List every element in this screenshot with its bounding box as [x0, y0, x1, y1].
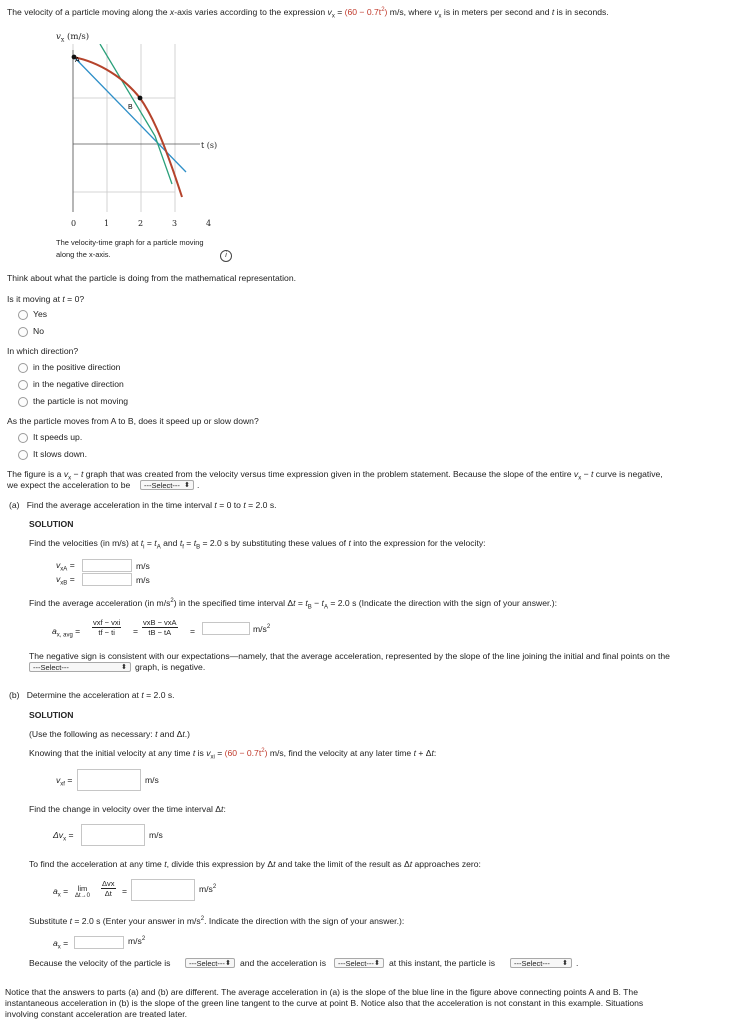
problem-statement: The velocity of a particle moving along the x-axis varies according to the expression $v_x = (60 - 0.7t^2)$ m/s, where $v_x$ is in meters per second and t is in seconds.	[7, 7, 609, 20]
fraction-derivative: Δvx Δt	[102, 879, 115, 898]
notice-line: instantaneous acceleration in (b) is the slope of the green line tangent to the curve at point B. Notice also that the acceleration is not constant in this example. Situations	[5, 998, 644, 1008]
change-in-velocity-instruction: Find the change in velocity over the time interval Δt:	[29, 804, 226, 814]
average-slope-chord-line	[74, 57, 186, 172]
tick-label: 3	[172, 219, 178, 228]
radio-option-negative[interactable]: in the negative direction	[18, 379, 124, 390]
acceleration-at-t-label: $a_x$ =	[53, 938, 69, 951]
tick-label: 1	[104, 219, 110, 228]
think-prompt: Think about what the particle is doing from the mathematical representation.	[7, 273, 296, 283]
radio-option-not-moving[interactable]: the particle is not moving	[18, 396, 128, 407]
equals-sign: =	[190, 626, 196, 636]
figure-caption-line: along the x-axis.	[56, 250, 111, 259]
figure-caption-line: The velocity-time graph for a particle moving	[56, 238, 204, 247]
acceleration-sign-select[interactable]: ---Select--- ⬍	[140, 480, 194, 490]
acceleration-at-t-input[interactable]	[74, 936, 124, 949]
select-arrow-icon: ⬍	[562, 960, 568, 967]
unit-label: m/s	[145, 775, 159, 785]
tangent-line-at-b	[100, 44, 172, 184]
unit-label: $m/s^2$	[199, 884, 217, 894]
radio-option-positive[interactable]: in the positive direction	[18, 362, 120, 373]
equals-sign: =	[133, 626, 139, 636]
point-a-label: A	[75, 57, 80, 64]
variables-hint: (Use the following as necessary: t and Δt.)	[29, 729, 190, 739]
notice-line: involving constant acceleration are treated later.	[5, 1009, 188, 1019]
average-acceleration-label: $a_{x, avg}$ =	[52, 626, 81, 639]
instant-acceleration-label: $a_x$ =	[53, 886, 69, 899]
vxb-label: $v_{xB}$ =	[56, 574, 75, 587]
select-arrow-icon: ⬍	[184, 482, 190, 489]
negative-sign-explanation: The negative sign is consistent with our expectations—namely, that the average acceleration, represented by the slope of the line joining the initial and final points on the	[29, 651, 670, 661]
radio-button[interactable]	[18, 380, 28, 390]
average-acceleration-input[interactable]	[202, 622, 250, 635]
select-arrow-icon: ⬍	[121, 664, 127, 671]
vxf-input[interactable]	[77, 769, 141, 791]
unit-label: m/s	[136, 575, 150, 585]
radio-option-speeds-up[interactable]: It speeds up.	[18, 432, 82, 443]
average-acceleration-instruction: Find the average acceleration (in $m/s^2$) in the specified time interval $\Delta t = t_B - t_A = 2.0$ s (Indicate the direction with the sign of your answer.):	[29, 598, 558, 611]
delta-vx-label: $\Delta v_x$ =	[53, 830, 74, 843]
question-speed: As the particle moves from A to B, does it speed up or slow down?	[7, 416, 259, 426]
initial-velocity-instruction: Knowing that the initial velocity at any time t is $v_{xi} = (60 - 0.7t^2)$ m/s, find the velocity at any later time t + Δt:	[29, 748, 437, 761]
fraction-specific: vxB − vxA tB − tA	[143, 618, 177, 637]
point-b-marker	[138, 96, 143, 101]
fraction-general: vxf − vxi tf − ti	[93, 618, 121, 637]
radio-button[interactable]	[18, 310, 28, 320]
figure-explanation-line2: we expect the acceleration to be	[7, 480, 131, 490]
velocity-curve	[73, 57, 182, 197]
limit-expression: lim Δt→0	[75, 884, 91, 899]
unit-label: m/s	[149, 830, 163, 840]
vxa-label: $v_{xA}$ =	[56, 560, 75, 573]
notice-line: Notice that the answers to parts (a) and (b) are different. The average acceleration in (a) is the slope of the blue line in the figure above connecting points A and B. The	[5, 987, 638, 997]
part-b-question: (b) Determine the acceleration at t = 2.0 s.	[9, 690, 175, 700]
graph-y-axis-label: $v_x$ (m/s)	[56, 32, 90, 44]
unit-label: m/s	[136, 561, 150, 571]
limit-instruction: To find the acceleration at any time t, divide this expression by Δt and take the limit of the result as Δt approaches zero:	[29, 859, 481, 869]
delta-vx-input[interactable]	[81, 824, 145, 846]
radio-option-slows-down[interactable]: It slows down.	[18, 449, 87, 460]
acceleration-sign-select-b[interactable]: ---Select--- ⬍	[334, 958, 384, 968]
tick-label: 0	[71, 219, 77, 228]
punctuation: .	[576, 958, 579, 968]
select-arrow-icon: ⬍	[225, 960, 231, 967]
question-moving: Is it moving at t = 0?	[7, 294, 85, 304]
part-a-question: (a) Find the average acceleration in the time interval t = 0 to t = 2.0 s.	[9, 500, 277, 510]
unit-label: $m/s^2$	[253, 624, 271, 634]
radio-option-no[interactable]: No	[18, 326, 44, 337]
because-text: Because the velocity of the particle is	[29, 958, 171, 968]
vxf-label: $v_{xf}$ =	[56, 775, 73, 788]
unit-label: $m/s^2$	[128, 936, 146, 946]
equals-sign: =	[122, 886, 128, 896]
vxa-input[interactable]	[82, 559, 132, 572]
tick-label: 2	[138, 219, 144, 228]
select-arrow-icon: ⬍	[374, 960, 380, 967]
because-text: at this instant, the particle is	[389, 958, 496, 968]
vxb-input[interactable]	[82, 573, 132, 586]
info-icon[interactable]: i	[220, 250, 232, 262]
graph-x-axis-label: t (s)	[201, 141, 218, 150]
radio-button[interactable]	[18, 397, 28, 407]
radio-button[interactable]	[18, 363, 28, 373]
radio-option-yes[interactable]: Yes	[18, 309, 47, 320]
radio-button[interactable]	[18, 450, 28, 460]
question-direction: In which direction?	[7, 346, 79, 356]
velocity-time-graph	[60, 44, 220, 220]
punctuation: .	[197, 480, 200, 490]
radio-button[interactable]	[18, 433, 28, 443]
point-b-label: B	[128, 104, 133, 111]
velocity-sign-select[interactable]: ---Select--- ⬍	[185, 958, 235, 968]
radio-button[interactable]	[18, 327, 28, 337]
because-text: and the acceleration is	[240, 958, 326, 968]
instant-acceleration-input[interactable]	[131, 879, 195, 901]
substitute-instruction: Substitute t = 2.0 s (Enter your answer in $m/s^2$. Indicate the direction with the sign of your answer.):	[29, 916, 405, 926]
graph-type-select[interactable]: ---Select--- ⬍	[29, 662, 131, 672]
velocities-instruction: Find the velocities (in m/s) at $t_i = t_A$ and $t_f = t_B = 2.0$ s by substituting these values of t into the expression for the velocity:	[29, 538, 486, 551]
solution-heading: SOLUTION	[29, 519, 74, 529]
negative-sign-explanation-end: graph, is negative.	[135, 662, 206, 672]
graph-grid	[73, 44, 175, 212]
tick-label: 4	[206, 219, 212, 228]
solution-heading: SOLUTION	[29, 710, 74, 720]
figure-explanation: The figure is a $v_x - t$ graph that was created from the velocity versus time expression given in the problem statement. Because the slope of the entire $v_x - t$ curve is negative,	[7, 469, 663, 482]
motion-state-select[interactable]: ---Select--- ⬍	[510, 958, 572, 968]
